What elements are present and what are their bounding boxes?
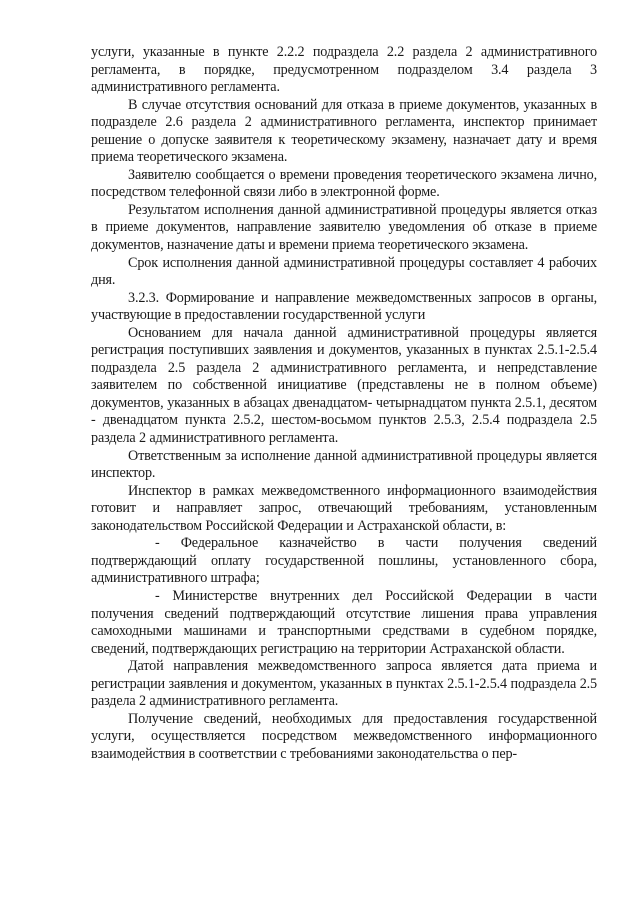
paragraph-responsible-person: Ответственным за исполнение данной административной процедуры является инспектор. (91, 447, 597, 482)
section-heading-3-2-3: 3.2.3. Формирование и направление межведомственных запросов в органы, участвующие в предоставлении государственной услуги (91, 289, 597, 324)
paragraph-continuation: услуги, указанные в пункте 2.2.2 подраздела 2.2 раздела 2 административного регламента, в порядке, предусмотренном подразделом 3.4 раздела 3 административного регламента. (91, 44, 597, 96)
paragraph-procedure-term: Срок исполнения данной административной процедуры составляет 4 рабочих дня. (91, 254, 597, 289)
document-body (91, 44, 597, 763)
list-item-federal-treasury: - Федеральное казначейство в части получения сведений подтверждающий оплату государственной пошлины, установленного сбора, административного штрафа; (91, 535, 597, 587)
list-item-interior-ministry: - Министерстве внутренних дел Российской Федерации в части получения сведений подтверждающий отсутствие лишения права управления самоходными машинами и транспортными средствами в судебном порядке, сведений, подтверждающих регистрацию на территории Астраханской области. (91, 587, 597, 657)
paragraph-request-date: Датой направления межведомственного запроса является дата приема и регистрации заявления и документом, указанных в пунктах 2.5.1-2.5.4 подраздела 2.5 раздела 2 административного регламента. (91, 658, 597, 710)
paragraph-interagency-request: Инспектор в рамках межведомственного информационного взаимодействия готовит и направляет запрос, отвечающий требованиям, установленным законодательством Российской Федерации и Астраханской области, в: (91, 482, 597, 534)
paragraph-admission-decision: В случае отсутствия оснований для отказа в приеме документов, указанных в подразделе 2.6 раздела 2 административного регламента, инспектор принимает решение о допуске заявителя к теоретическому экзамену, назначает дату и время приема теоретического экзамена. (91, 96, 597, 166)
paragraph-information-receipt: Получение сведений, необходимых для предоставления государственной услуги, осуществляется посредством межведомственного информационного взаимодействия в соответствии с требованиями законодательства о пер- (91, 710, 597, 762)
paragraph-applicant-notification: Заявителю сообщается о времени проведения теоретического экзамена лично, посредством телефонной связи либо в электронной форме. (91, 166, 597, 201)
paragraph-procedure-basis: Основанием для начала данной административной процедуры является регистрация поступивших заявления и документов, указанных в пунктах 2.5.1-2.5.4 подраздела 2.5 раздела 2 административного регламента, и непредставление заявителем по собственной инициативе (представлены не в полном объеме) документов, указанных в абзацах двенадцатом- четырнадцатом пункта 2.5.1, десятом - двенадцатом пункта 2.5.2, шестом-восьмом пунктов 2.5.3, 2.5.4 подраздела 2.5 раздела 2 административного регламента. (91, 324, 597, 447)
paragraph-procedure-result: Результатом исполнения данной административной процедуры является отказ в приеме документов, направление заявителю уведомления об отказе в приеме документов, назначение даты и времени приема теоретического экзамена. (91, 201, 597, 254)
